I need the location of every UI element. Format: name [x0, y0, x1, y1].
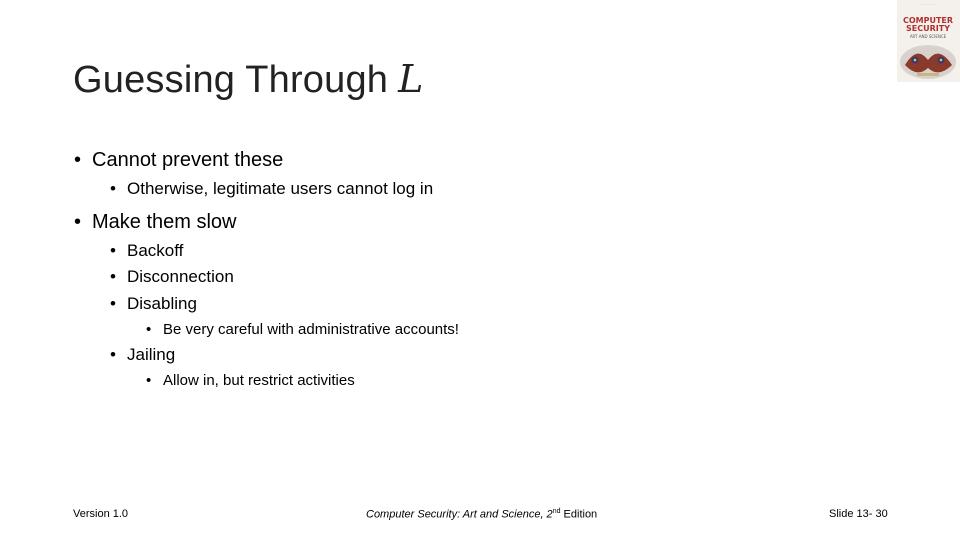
bullet-2-4-1 — [146, 372, 355, 389]
title-text: Guessing Through — [73, 59, 389, 101]
slide-title — [73, 57, 424, 102]
footer-book-name: Computer Security: Art and Science, 2 — [366, 508, 553, 521]
footer-edition-sup: nd — [552, 508, 561, 515]
bullet-2-3-1 — [146, 321, 459, 338]
bullet-text: Cannot prevent these — [92, 149, 284, 171]
bullet-text: Backoff — [127, 241, 184, 260]
bullet-2-3 — [110, 294, 197, 314]
bullet-dot: • — [146, 372, 152, 389]
bullet-dot: • — [146, 321, 152, 338]
bullet-dot: • — [110, 345, 116, 364]
bullet-dot: • — [110, 267, 116, 286]
bullet-dot: • — [110, 241, 116, 260]
bullet-2-2 — [110, 267, 234, 287]
bullet-text: Disabling — [127, 294, 197, 313]
bullet-text: Make them slow — [92, 211, 237, 233]
bullet-2-4 — [110, 345, 175, 365]
bullet-text: Disconnection — [127, 267, 234, 286]
book-title-line2: SECURITY — [906, 24, 950, 33]
footer-slide-number: Slide 13- 30 — [829, 508, 888, 520]
svg-text:· · · · · · · ·: · · · · · · · · — [919, 3, 937, 7]
bullet-dot: • — [74, 211, 82, 233]
title-glyph: L — [398, 57, 424, 101]
bullet-text: Otherwise, legitimate users cannot log in — [127, 179, 434, 198]
bullet-dot: • — [74, 149, 82, 171]
bullet-2 — [74, 211, 237, 234]
bullet-1 — [74, 149, 283, 172]
bullet-1-1 — [110, 179, 433, 199]
book-title-line1: COMPUTER — [902, 16, 954, 25]
bullet-text: Jailing — [127, 345, 176, 364]
footer-book-title — [366, 508, 597, 521]
bullet-dot: • — [110, 294, 116, 313]
bullet-dot: • — [110, 179, 116, 198]
book-subtitle: ART AND SCIENCE — [909, 34, 947, 39]
bullet-text: Be very careful with administrative accounts! — [163, 321, 459, 338]
book-cover-art — [897, 0, 960, 82]
bullet-text: Allow in, but restrict activities — [163, 372, 355, 389]
footer-edition-word: Edition — [560, 508, 598, 521]
footer-version: Version 1.0 — [73, 508, 129, 520]
bullet-2-1 — [110, 241, 183, 261]
book-cover-image — [897, 0, 960, 82]
